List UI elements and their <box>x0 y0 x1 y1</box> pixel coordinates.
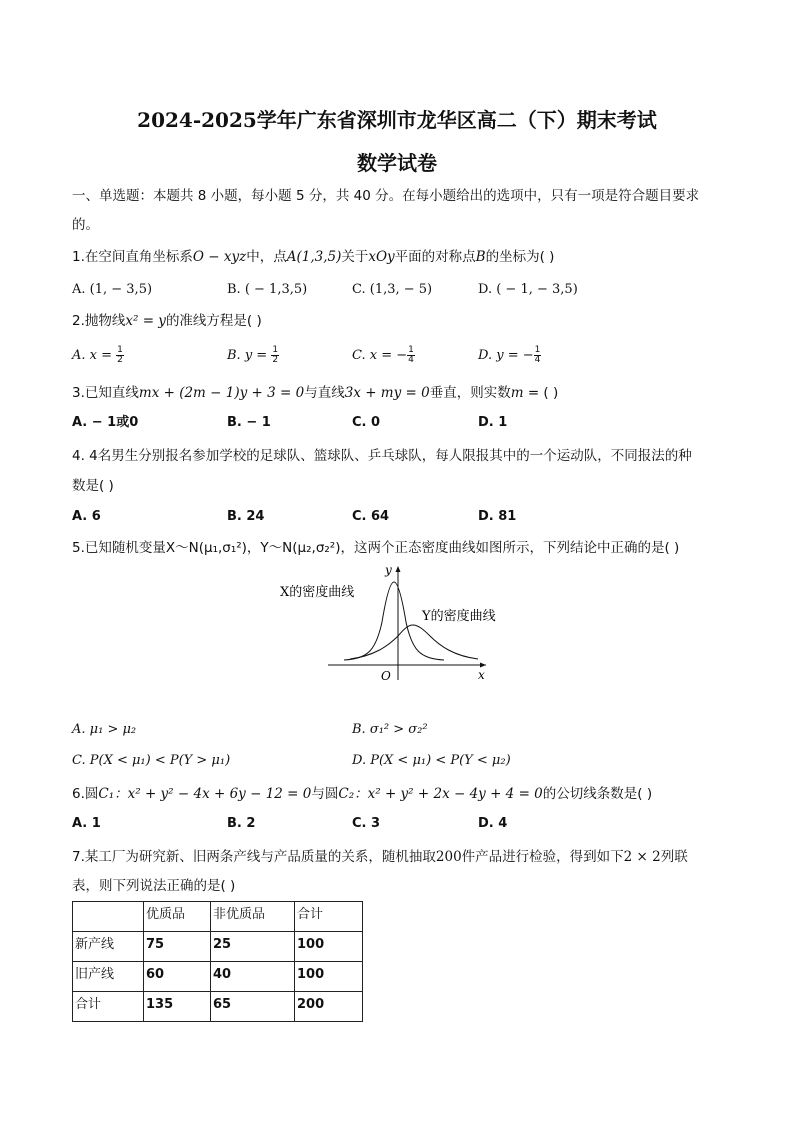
q3-option-d: D. 1 <box>478 415 508 430</box>
q1-point-a: A(1,3,5) <box>286 249 342 265</box>
exam-subtitle: 数学试卷 <box>357 151 437 175</box>
table-header-cell: 非优质品 <box>211 902 295 932</box>
table-cell: 200 <box>295 992 363 1022</box>
q1-text-a: 1.在空间直角坐标系 <box>72 249 193 265</box>
q7-text-b: 件产品进行检验，得到如下 <box>461 849 624 865</box>
fraction-denominator: 2 <box>272 355 279 365</box>
origin-label: O <box>381 669 391 683</box>
section-instructions-line1: 一、单选题：本题共 8 小题，每小题 5 分，共 40 分。在每小题给出的选项中，只有一项是符合题目要求 <box>72 188 700 204</box>
q3-variable: m <box>510 385 524 401</box>
table-cell: 旧产线 <box>73 962 144 992</box>
q3-option-a: A. − 1或0 <box>72 415 139 430</box>
table-header-cell: 合计 <box>295 902 363 932</box>
fraction-denominator: 2 <box>117 355 123 365</box>
contingency-table <box>72 901 363 1022</box>
y-axis-arrow <box>396 566 401 572</box>
question-5-stem: 5.已知随机变量X～N(μ₁,σ₁²)，Y～N(μ₂,σ₂²)，这两个正态密度曲线如图所示，下列结论中正确的是( ) <box>72 540 680 556</box>
q7-text-a: 7.某工厂为研究新、旧两条产线与产品质量的关系，随机抽取 <box>72 849 436 865</box>
table-cell: 新产线 <box>73 932 144 962</box>
table-header-cell <box>73 902 144 932</box>
q4-option-d: D. 81 <box>478 509 517 524</box>
q3-line-1: mx + (2m − 1)y + 3 = 0 <box>138 385 305 401</box>
question-7-stem-line1 <box>72 848 688 866</box>
q1-option-b: B. ( − 1,3,5) <box>227 282 308 297</box>
q2-option-a <box>72 346 124 365</box>
table-header-row <box>73 902 363 932</box>
table-row <box>73 932 363 962</box>
q3-text-c: 垂直，则实数 <box>429 385 511 401</box>
q1-point-b: B <box>475 249 486 265</box>
q6-equation-2: ：x² + y² + 2x − 4y + 4 = 0 <box>354 786 543 802</box>
q3-option-b: B. − 1 <box>227 415 271 430</box>
table-row <box>73 992 363 1022</box>
q6-circle-2: C₂ <box>338 786 355 802</box>
q1-text-b: 中，点 <box>246 249 287 265</box>
fraction-denominator: 4 <box>534 355 541 365</box>
fraction-numerator: 1 <box>408 345 414 355</box>
q4-option-b: B. 24 <box>227 509 265 524</box>
q6-text-b: 与圆 <box>311 786 339 802</box>
q6-option-a: A. 1 <box>72 816 101 831</box>
x-axis-label: x <box>478 668 485 682</box>
question-2-stem <box>72 312 262 330</box>
q7-table-dimension: 2 × 2 <box>623 849 661 865</box>
fraction-numerator: 1 <box>534 345 541 355</box>
q2-option-d-label: D. y = − <box>478 348 534 363</box>
table-cell: 合计 <box>73 992 144 1022</box>
table-cell: 25 <box>211 932 295 962</box>
q6-option-b: B. 2 <box>227 816 256 831</box>
y-axis-label: y <box>385 563 392 577</box>
q7-sample-size: 200 <box>435 849 462 865</box>
y-density-curve <box>350 625 478 659</box>
y-curve-label: Y的密度曲线 <box>422 609 496 624</box>
q5-option-b: B. σ₁² > σ₂² <box>352 722 428 737</box>
question-7-stem-line2: 表，则下列说法正确的是( ) <box>72 878 236 894</box>
q1-coordinate-system: O − xyz <box>192 249 247 265</box>
q1-plane: xOy <box>368 249 395 265</box>
q2-option-a-fraction <box>116 346 124 365</box>
table-cell: 100 <box>295 932 363 962</box>
question-4-stem-line1: 4. 4名男生分别报名参加学校的足球队、篮球队、乒乓球队，每人限报其中的一个运动队，不同报法的种 <box>72 448 692 464</box>
q2-option-b-label: B. y = <box>227 348 272 363</box>
section-instructions-line2: 的。 <box>72 217 99 233</box>
q2-option-a-label: A. x = <box>72 348 117 363</box>
q4-option-a: A. 6 <box>72 509 101 524</box>
q6-text-a: 6.圆 <box>72 786 99 802</box>
q3-text-d: = ( ) <box>523 385 559 401</box>
q1-text-e: 的坐标为( ) <box>485 249 555 265</box>
table-cell: 75 <box>144 932 211 962</box>
fraction-denominator: 4 <box>408 355 414 365</box>
q7-text-c: 列联 <box>660 849 688 865</box>
q2-option-c-fraction <box>407 346 415 365</box>
x-curve-label: X的密度曲线 <box>280 585 355 600</box>
q4-option-c: C. 64 <box>352 509 390 524</box>
question-6-stem <box>72 785 652 803</box>
q2-option-b-fraction <box>271 346 279 365</box>
q6-option-c: C. 3 <box>352 816 381 831</box>
q1-option-c: C. (1,3, − 5) <box>352 282 433 297</box>
q2-option-b <box>227 346 279 365</box>
q2-equation: x² = y <box>125 313 166 329</box>
table-cell: 60 <box>144 962 211 992</box>
q1-option-a: A. (1, − 3,5) <box>72 282 153 297</box>
q6-text-c: 的公切线条数是( ) <box>542 786 653 802</box>
fraction-numerator: 1 <box>272 345 279 355</box>
q2-option-d-fraction <box>534 346 542 365</box>
table-cell: 65 <box>211 992 295 1022</box>
q5-option-c: C. P(X < μ₁) < P(Y > μ₁) <box>72 753 231 768</box>
q3-line-2: 3x + my = 0 <box>344 385 430 401</box>
question-4-stem-line2: 数是( ) <box>72 478 114 494</box>
q5-option-d: D. P(X < μ₁) < P(Y < μ₂) <box>352 753 511 768</box>
q2-text-a: 2.抛物线 <box>72 313 126 329</box>
q6-equation-1: ：x² + y² − 4x + 6y − 12 = 0 <box>114 786 312 802</box>
normal-density-figure <box>272 562 502 688</box>
q3-text-b: 与直线 <box>304 385 345 401</box>
q1-option-d: D. ( − 1, − 3,5) <box>478 282 578 297</box>
table-cell: 40 <box>211 962 295 992</box>
fraction-numerator: 1 <box>117 345 123 355</box>
exam-title: 2024-2025学年广东省深圳市龙华区高二（下）期末考试 <box>137 108 657 132</box>
q3-option-c: C. 0 <box>352 415 381 430</box>
question-1-stem <box>72 248 554 266</box>
q1-text-d: 平面的对称点 <box>394 249 476 265</box>
q2-option-d <box>478 346 541 365</box>
q1-text-c: 关于 <box>341 249 369 265</box>
table-header-cell: 优质品 <box>144 902 211 932</box>
table-row <box>73 962 363 992</box>
q2-option-c-label: C. x = − <box>352 348 408 363</box>
question-3-stem <box>72 384 558 402</box>
table-cell: 135 <box>144 992 211 1022</box>
q6-option-d: D. 4 <box>478 816 508 831</box>
q3-text-a: 3.已知直线 <box>72 385 139 401</box>
x-axis-arrow <box>480 663 486 668</box>
q5-option-a: A. μ₁ > μ₂ <box>72 722 137 737</box>
table-cell: 100 <box>295 962 363 992</box>
q6-circle-1: C₁ <box>98 786 115 802</box>
q2-text-b: 的准线方程是( ) <box>165 313 262 329</box>
q2-option-c <box>352 346 415 365</box>
